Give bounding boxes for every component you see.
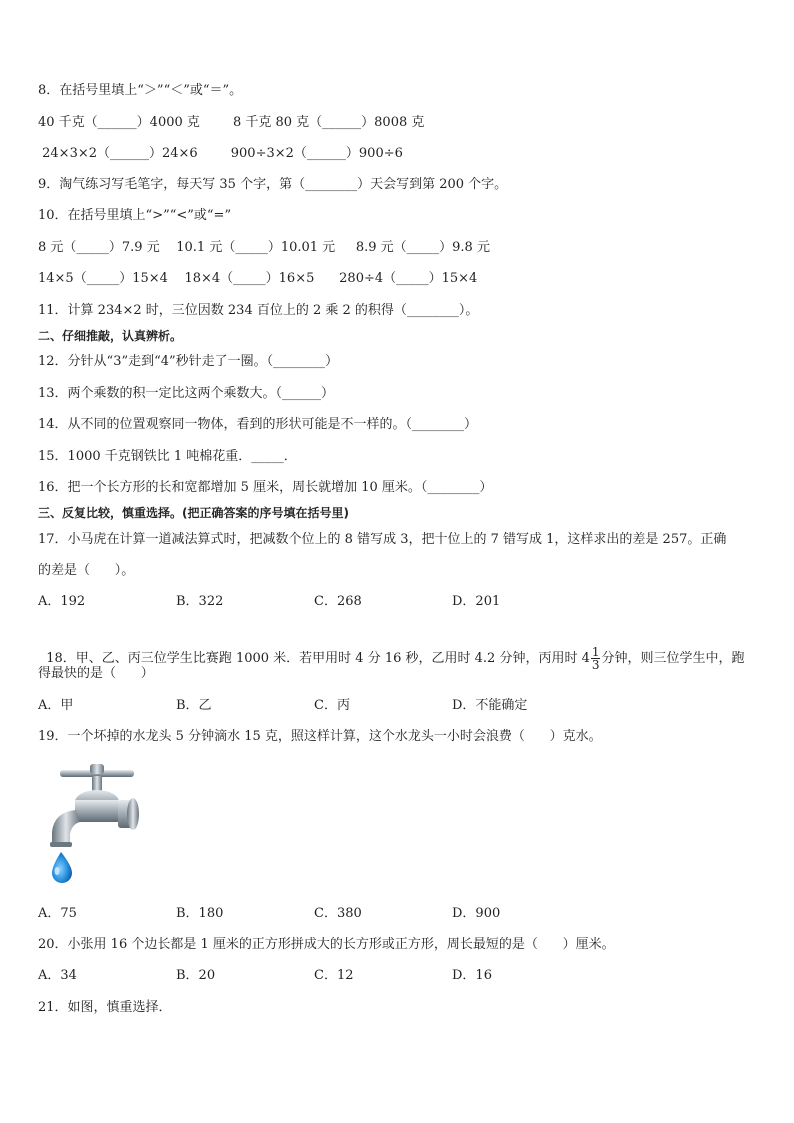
q17-line2: 的差是（ ）。 <box>38 563 135 578</box>
q19-option-b: B．180 <box>176 906 224 921</box>
q16: 16．把一个长方形的长和宽都增加 5 厘米，周长就增加 10 厘米。（________） <box>38 480 493 495</box>
q18-frac-num: 1 <box>591 645 600 659</box>
q20-stem: 20．小张用 16 个边长都是 1 厘米的正方形拼成大的长方形或正方形，周长最短的是（ ）厘米。 <box>38 937 615 952</box>
q18-option-d: D．不能确定 <box>452 698 528 713</box>
q20-option-d: D．16 <box>452 968 492 983</box>
section-2-heading: 二、仔细推敲，认真辨析。 <box>38 329 183 343</box>
q18-text-a: 18．甲、乙、丙三位学生比赛跑 1000 米．若甲用时 4 分 16 秒，乙用时 4.2 分钟，丙用时 4 <box>46 651 590 666</box>
q18-option-b: B．乙 <box>176 698 212 713</box>
q19-stem: 19．一个坏掉的水龙头 5 分钟滴水 15 克，照这样计算，这个水龙头一小时会浪费（ ）克水。 <box>38 729 602 744</box>
q21: 21．如图，慎重选择． <box>38 1000 172 1015</box>
q10-row1: 8 元（_____）7.9 元 10.1 元（_____）10.01 元 8.9 元（_____）9.8 元 <box>38 240 490 255</box>
q18-fraction <box>591 646 601 671</box>
q17-option-c: C．268 <box>314 594 362 609</box>
q20-option-a: A．34 <box>38 968 77 983</box>
q19-option-c: C．380 <box>314 906 362 921</box>
faucet-image <box>40 760 150 892</box>
q10-stem: 10．在括号里填上“>”“<”或“=” <box>38 208 232 223</box>
q18-line2: 得最快的是（ ） <box>38 666 154 681</box>
q20-option-c: C．12 <box>314 968 354 983</box>
q14: 14．从不同的位置观察同一物体，看到的形状可能是不一样的。（________） <box>38 417 478 432</box>
q13: 13．两个乘数的积一定比这两个乘数大。（______） <box>38 386 335 401</box>
q20-option-b: B．20 <box>176 968 216 983</box>
q17-option-a: A．192 <box>38 594 86 609</box>
section-3-heading: 三、反复比较，慎重选择。(把正确答案的序号填在括号里) <box>38 506 349 520</box>
q15: 15．1000 千克钢铁比 1 吨棉花重．_____． <box>38 449 297 464</box>
q18-text-b: 分钟，则三位学生中，跑 <box>601 651 745 666</box>
q19-option-d: D．900 <box>452 906 501 921</box>
q17-option-d: D．201 <box>452 594 501 609</box>
q18-option-a: A．甲 <box>38 698 74 713</box>
q19-option-a: A．75 <box>38 906 77 921</box>
q10-row2: 14×5（_____）15×4 18×4（_____）16×5 280÷4（_____）15×4 <box>38 271 478 286</box>
q9: 9．淘气练习写毛笔字，每天写 35 个字，第（________）天会写到第 200 个字。 <box>38 177 508 192</box>
q8-row1: 40 千克（______）4000 克 8 千克 80 克（______）8008 克 <box>38 115 425 130</box>
q12: 12．分针从“3”走到“4”秒针走了一圈。（________） <box>38 354 339 369</box>
q8-row2: 24×3×2（______）24×6 900÷3×2（______）900÷6 <box>38 146 403 161</box>
q18-option-c: C．丙 <box>314 698 350 713</box>
q17-option-b: B．322 <box>176 594 224 609</box>
q18-frac-den: 3 <box>591 658 600 672</box>
q8-stem: 8．在括号里填上“＞”“＜”或“＝”。 <box>38 83 243 98</box>
q17-line1: 17．小马虎在计算一道减法算式时，把减数个位上的 8 错写成 3，把十位上的 7 错写成 1，这样求出的差是 257。正确 <box>38 532 727 547</box>
q11: 11．计算 234×2 时，三位因数 234 百位上的 2 乘 2 的积得（________）。 <box>38 303 479 318</box>
